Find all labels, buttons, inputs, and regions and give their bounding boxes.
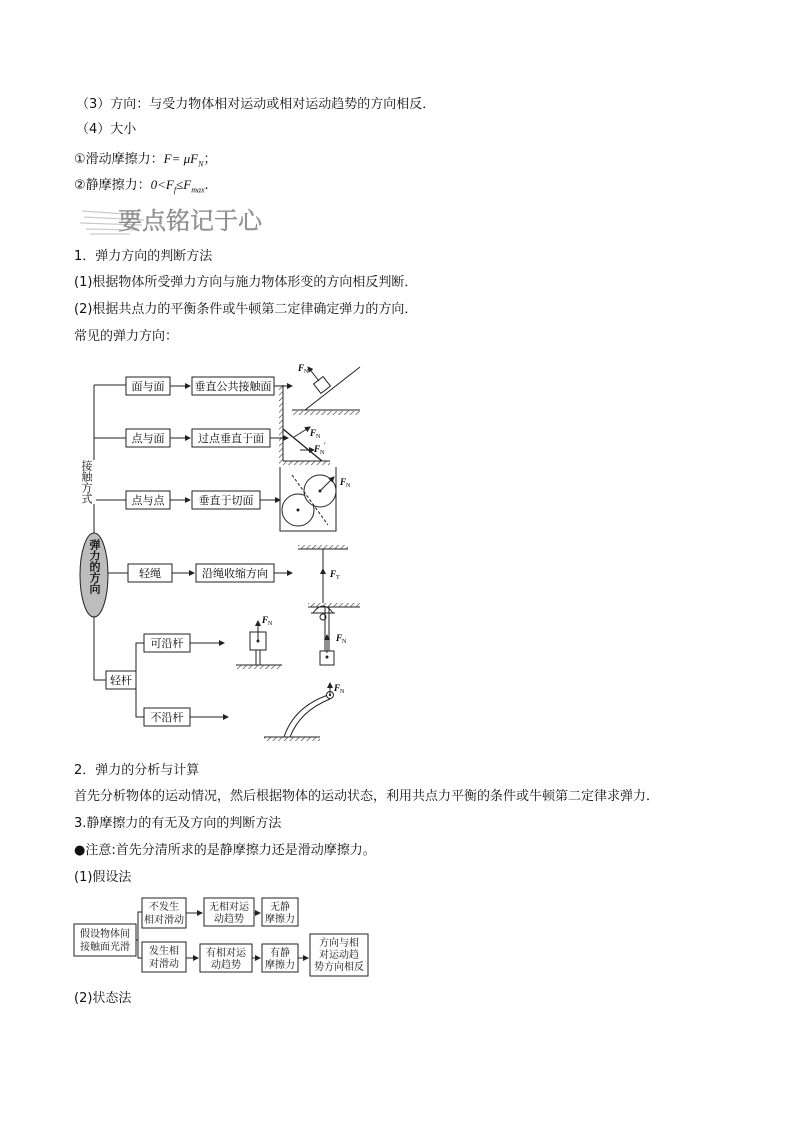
s3-method-1: (1)假设法	[74, 870, 132, 885]
key-points-banner	[80, 201, 280, 237]
along-rod-label: 可沿杆	[150, 637, 184, 650]
flow-has-static-1: 有静	[270, 948, 290, 959]
two-balls-figure	[280, 467, 351, 531]
flow-no-trend-1: 无相对运	[209, 902, 249, 913]
s3-note: ●注意:首先分清所求的是静摩擦力还是滑动摩擦力。	[74, 843, 376, 858]
s2-heading: 2．弹力的分析与计算	[74, 763, 200, 778]
sliding-friction-line: ①滑动摩擦力：$F= \mu F_N$；	[74, 151, 217, 169]
rope-rule: 沿绳收缩方向	[202, 567, 268, 580]
rope-label: 轻绳	[139, 567, 161, 580]
flow-no-trend-2: 动趋势	[214, 914, 244, 925]
flow-no-slide-1: 不发生	[149, 902, 179, 913]
flow-direction-3: 势方向相反	[314, 962, 364, 973]
svg-text:F: F	[330, 569, 337, 579]
svg-text:N: N	[268, 621, 273, 627]
banner-title: 要点铭记于心	[118, 207, 262, 235]
flow-has-trend-2: 动趋势	[211, 960, 241, 971]
s1-common: 常见的弹力方向：	[74, 329, 179, 344]
svg-text:N: N	[346, 483, 351, 489]
assumption-method-flowchart	[72, 892, 382, 978]
svg-text:T: T	[336, 575, 340, 581]
point-face-label: 点与面	[131, 432, 165, 445]
svg-text:N: N	[316, 434, 321, 440]
flow-no-slide-2: 相对滑动	[144, 915, 184, 926]
elastic-force-direction-diagram	[70, 355, 380, 755]
root-label: 弹力的方向	[88, 539, 101, 594]
rod-block-figure	[236, 615, 282, 669]
svg-text:N: N	[340, 689, 345, 695]
svg-text:F: F	[334, 683, 341, 693]
svg-text:N: N	[342, 639, 347, 645]
svg-text:′: ′	[324, 441, 326, 450]
svg-text:N: N	[320, 450, 325, 456]
s1-method-2: (2)根据共点力的平衡条件或牛顿第二定律确定弹力的方向．	[74, 302, 418, 317]
svg-text:F: F	[336, 633, 343, 643]
svg-text:F: F	[262, 615, 269, 625]
not-along-rod-label: 不沿杆	[150, 711, 184, 724]
point-face-rule: 过点垂直于面	[198, 432, 264, 445]
direction-line: （3）方向：与受力物体相对运动或相对运动趋势的方向相反．	[76, 97, 436, 112]
point-point-rule: 垂直于切面	[198, 494, 254, 507]
s3-method-2: (2)状态法	[74, 991, 132, 1006]
curved-rod-figure	[264, 683, 345, 741]
flow-slide-1: 发生相	[149, 946, 179, 957]
flow-start-1: 假设物体间	[80, 929, 130, 940]
s1-heading: 1．弹力方向的判断方法	[74, 249, 213, 264]
svg-text:F: F	[340, 477, 347, 487]
sliding-formula: F= μF	[163, 151, 199, 166]
flow-direction-2: 对运动趋	[319, 950, 359, 961]
flow-has-trend-1: 有相对运	[206, 948, 246, 959]
incline-figure	[292, 363, 360, 415]
size-line: （4）大小	[76, 122, 137, 137]
face-face-rule: 垂直公共接触面	[194, 380, 272, 393]
flow-has-static-2: 摩擦力	[265, 960, 295, 971]
contact-label: 接触方式	[76, 460, 96, 504]
svg-text:N: N	[304, 369, 309, 375]
point-point-label: 点与点	[131, 494, 165, 507]
svg-text:F: F	[298, 363, 305, 373]
hanging-lamp-figure	[298, 545, 348, 620]
s2-body: 首先分析物体的运动情况，然后根据物体的运动状态，利用共点力平衡的条件或牛顿第二定律求弹力．	[74, 789, 660, 804]
rod-label: 轻杆	[110, 674, 132, 687]
flow-start-2: 接触面光滑	[80, 942, 130, 953]
svg-text:F: F	[310, 428, 317, 438]
flow-no-static-2: 摩擦力	[265, 914, 295, 925]
svg-text:F: F	[314, 444, 321, 454]
face-face-label: 面与面	[131, 380, 165, 393]
s3-heading: 3.静摩擦力的有无及方向的判断方法	[74, 816, 282, 831]
s1-method-1: (1)根据物体所受弹力方向与施力物体形变的方向相反判断．	[74, 275, 418, 290]
flow-slide-2: 对滑动	[149, 959, 179, 970]
static-friction-line: ②静摩擦力：$0<F_f\le F_{max}$.	[74, 177, 209, 195]
flow-direction-1: 方向与相	[319, 938, 359, 949]
flow-no-static-1: 无静	[270, 902, 290, 913]
